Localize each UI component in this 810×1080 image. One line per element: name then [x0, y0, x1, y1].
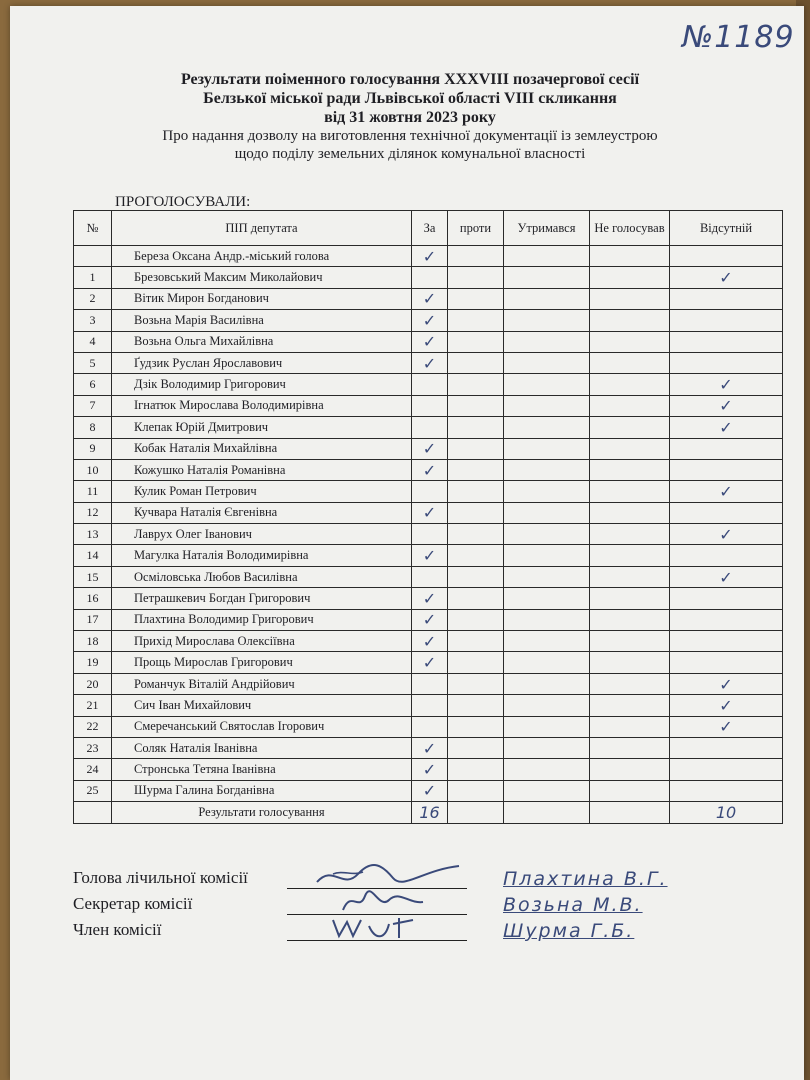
vote-cell-notvoted — [590, 631, 670, 652]
vote-cell-abstain — [504, 459, 590, 480]
row-number: 23 — [74, 737, 112, 758]
check-mark-icon: ✓ — [670, 267, 783, 288]
check-mark-icon: ✓ — [412, 631, 448, 652]
vote-cell-proty — [448, 417, 504, 438]
deputy-name: Шурма Галина Богданівна — [112, 780, 412, 801]
results-row — [74, 802, 783, 823]
row-number: 25 — [74, 780, 112, 801]
vote-cell-absent — [670, 459, 783, 480]
table-row — [74, 673, 783, 694]
check-mark-icon: ✓ — [412, 459, 448, 480]
deputy-name: Клепак Юрій Дмитрович — [112, 417, 412, 438]
column-header: № — [74, 211, 112, 246]
check-mark-icon: ✓ — [670, 524, 783, 545]
deputy-name: Петрашкевич Богдан Григорович — [112, 588, 412, 609]
vote-cell-notvoted — [590, 481, 670, 502]
table-row — [74, 566, 783, 587]
vote-cell-notvoted — [590, 459, 670, 480]
voting-table — [73, 210, 783, 824]
table-row — [74, 652, 783, 673]
vote-cell-proty — [448, 288, 504, 309]
vote-cell-abstain — [504, 673, 590, 694]
table-row — [74, 246, 783, 267]
table-header-row — [74, 211, 783, 246]
column-header: Не голосував — [590, 211, 670, 246]
deputy-name: Ґудзик Руслан Ярославович — [112, 352, 412, 373]
vote-cell-notvoted — [590, 545, 670, 566]
row-number: 9 — [74, 438, 112, 459]
row-number: 7 — [74, 395, 112, 416]
vote-cell-notvoted — [590, 417, 670, 438]
deputy-name: Ігнатюк Мирослава Володимирівна — [112, 395, 412, 416]
total-za: 16 — [412, 802, 448, 823]
vote-cell-absent — [670, 588, 783, 609]
total-absent: 10 — [670, 802, 783, 823]
vote-cell-notvoted — [590, 331, 670, 352]
check-mark-icon: ✓ — [412, 737, 448, 758]
vote-cell-absent — [670, 759, 783, 780]
vote-cell-za — [412, 695, 448, 716]
vote-cell-notvoted — [590, 246, 670, 267]
vote-cell-abstain — [504, 524, 590, 545]
document-header — [80, 70, 740, 163]
vote-cell-za — [412, 395, 448, 416]
check-mark-icon: ✓ — [412, 288, 448, 309]
subject-line-2: щодо поділу земельних ділянок комунальної власності — [234, 146, 586, 162]
row-number: 12 — [74, 502, 112, 523]
vote-cell-abstain — [504, 566, 590, 587]
row-number: 8 — [74, 417, 112, 438]
deputy-name: Сич Іван Михайлович — [112, 695, 412, 716]
deputy-name: Прощь Мирослав Григорович — [112, 652, 412, 673]
deputy-name: Брезовський Максим Миколайович — [112, 267, 412, 288]
vote-cell-proty — [448, 352, 504, 373]
row-number: 10 — [74, 459, 112, 480]
signature-block — [73, 868, 793, 946]
check-mark-icon: ✓ — [412, 246, 448, 267]
vote-cell-proty — [448, 716, 504, 737]
check-mark-icon: ✓ — [412, 502, 448, 523]
check-mark-icon: ✓ — [412, 759, 448, 780]
vote-cell-absent — [670, 737, 783, 758]
table-row — [74, 267, 783, 288]
vote-cell-abstain — [504, 631, 590, 652]
row-number: 21 — [74, 695, 112, 716]
vote-cell-abstain — [504, 438, 590, 459]
deputy-name: Прихід Мирослава Олексіївна — [112, 631, 412, 652]
vote-cell-proty — [448, 737, 504, 758]
row-number: 1 — [74, 267, 112, 288]
table-row — [74, 288, 783, 309]
vote-cell-za — [412, 267, 448, 288]
deputy-name: Вітик Мирон Богданович — [112, 288, 412, 309]
check-mark-icon: ✓ — [670, 673, 783, 694]
vote-cell-proty — [448, 759, 504, 780]
table-row — [74, 417, 783, 438]
check-mark-icon: ✓ — [412, 331, 448, 352]
vote-cell-absent — [670, 246, 783, 267]
vote-cell-absent — [670, 652, 783, 673]
vote-cell-proty — [448, 588, 504, 609]
deputy-name: Дзік Володимир Григорович — [112, 374, 412, 395]
vote-cell-abstain — [504, 588, 590, 609]
vote-cell-proty — [448, 481, 504, 502]
deputy-name: Романчук Віталій Андрійович — [112, 673, 412, 694]
check-mark-icon: ✓ — [412, 609, 448, 630]
vote-cell-notvoted — [590, 780, 670, 801]
check-mark-icon: ✓ — [670, 417, 783, 438]
row-number: 19 — [74, 652, 112, 673]
vote-cell-proty — [448, 609, 504, 630]
row-number: 6 — [74, 374, 112, 395]
vote-cell-proty — [448, 652, 504, 673]
signature-role: Секретар комісії — [73, 894, 193, 913]
vote-cell-proty — [448, 524, 504, 545]
vote-cell-absent — [670, 288, 783, 309]
vote-cell-absent — [670, 502, 783, 523]
vote-cell-absent — [670, 780, 783, 801]
column-header: За — [412, 211, 448, 246]
vote-cell-za — [412, 716, 448, 737]
vote-cell-proty — [448, 331, 504, 352]
check-mark-icon: ✓ — [412, 545, 448, 566]
vote-cell-abstain — [504, 759, 590, 780]
signature-role: Член комісії — [73, 920, 162, 939]
table-row — [74, 502, 783, 523]
vote-cell-abstain — [504, 609, 590, 630]
check-mark-icon: ✓ — [412, 780, 448, 801]
deputy-name: Кулик Роман Петрович — [112, 481, 412, 502]
table-row — [74, 524, 783, 545]
table-row — [74, 609, 783, 630]
vote-cell-proty — [448, 438, 504, 459]
vote-cell-abstain — [504, 502, 590, 523]
results-label: Результати голосування — [112, 802, 412, 823]
document-page — [10, 6, 804, 1080]
table-row — [74, 737, 783, 758]
table-row — [74, 481, 783, 502]
check-mark-icon: ✓ — [412, 652, 448, 673]
vote-cell-proty — [448, 246, 504, 267]
vote-cell-absent — [670, 310, 783, 331]
table-row — [74, 716, 783, 737]
vote-cell-absent — [670, 331, 783, 352]
vote-cell-abstain — [504, 716, 590, 737]
vote-cell-notvoted — [590, 759, 670, 780]
column-header: Утримався — [504, 211, 590, 246]
row-number: 20 — [74, 673, 112, 694]
total-not-voted — [590, 802, 670, 823]
voted-label: ПРОГОЛОСУВАЛИ: — [115, 194, 251, 210]
table-row — [74, 545, 783, 566]
check-mark-icon: ✓ — [670, 395, 783, 416]
title-line-1: Результати поіменного голосування XXXVIII позачергової сесії — [180, 71, 640, 88]
table-row — [74, 395, 783, 416]
signature-row-member — [73, 920, 793, 946]
row-number: 13 — [74, 524, 112, 545]
handwritten-document-number: №1189 — [682, 20, 795, 55]
vote-cell-proty — [448, 545, 504, 566]
check-mark-icon: ✓ — [670, 716, 783, 737]
vote-cell-proty — [448, 310, 504, 331]
vote-cell-proty — [448, 631, 504, 652]
vote-cell-notvoted — [590, 288, 670, 309]
signature-role: Голова лічильної комісії — [73, 868, 248, 887]
vote-cell-notvoted — [590, 716, 670, 737]
vote-cell-notvoted — [590, 395, 670, 416]
row-number: 16 — [74, 588, 112, 609]
vote-cell-notvoted — [590, 566, 670, 587]
table-row — [74, 780, 783, 801]
vote-cell-notvoted — [590, 695, 670, 716]
column-header: ПІП депутата — [112, 211, 412, 246]
table-row — [74, 459, 783, 480]
vote-cell-notvoted — [590, 438, 670, 459]
deputy-name: Береза Оксана Андр.-міський голова — [112, 246, 412, 267]
row-number: 2 — [74, 288, 112, 309]
vote-cell-absent — [670, 609, 783, 630]
table-row — [74, 374, 783, 395]
deputy-name: Кучвара Наталія Євгенівна — [112, 502, 412, 523]
vote-cell-proty — [448, 374, 504, 395]
vote-cell-abstain — [504, 780, 590, 801]
table-row — [74, 352, 783, 373]
vote-cell-absent — [670, 438, 783, 459]
total-proty — [448, 802, 504, 823]
vote-cell-notvoted — [590, 588, 670, 609]
row-number: 22 — [74, 716, 112, 737]
vote-cell-notvoted — [590, 352, 670, 373]
vote-cell-absent — [670, 352, 783, 373]
row-number: 15 — [74, 566, 112, 587]
vote-cell-abstain — [504, 331, 590, 352]
check-mark-icon: ✓ — [412, 588, 448, 609]
table-row — [74, 759, 783, 780]
check-mark-icon: ✓ — [670, 695, 783, 716]
vote-cell-proty — [448, 502, 504, 523]
vote-cell-za — [412, 524, 448, 545]
vote-cell-notvoted — [590, 310, 670, 331]
column-header: Відсутній — [670, 211, 783, 246]
check-mark-icon: ✓ — [670, 566, 783, 587]
check-mark-icon: ✓ — [412, 352, 448, 373]
vote-cell-proty — [448, 673, 504, 694]
vote-cell-absent — [670, 631, 783, 652]
column-header: проти — [448, 211, 504, 246]
vote-cell-notvoted — [590, 609, 670, 630]
check-mark-icon: ✓ — [670, 481, 783, 502]
vote-cell-notvoted — [590, 673, 670, 694]
vote-cell-abstain — [504, 545, 590, 566]
row-number — [74, 246, 112, 267]
table-row — [74, 588, 783, 609]
vote-cell-notvoted — [590, 737, 670, 758]
vote-cell-za — [412, 417, 448, 438]
deputy-name: Возьна Ольга Михайлівна — [112, 331, 412, 352]
vote-cell-abstain — [504, 395, 590, 416]
vote-cell-abstain — [504, 310, 590, 331]
vote-cell-notvoted — [590, 652, 670, 673]
deputy-name: Соляк Наталія Іванівна — [112, 737, 412, 758]
vote-cell-za — [412, 673, 448, 694]
vote-cell-proty — [448, 395, 504, 416]
table-row — [74, 310, 783, 331]
signatory-name: Возьна М.В. — [503, 894, 643, 916]
vote-cell-notvoted — [590, 267, 670, 288]
vote-cell-za — [412, 566, 448, 587]
table-row — [74, 438, 783, 459]
vote-cell-proty — [448, 459, 504, 480]
vote-cell-abstain — [504, 481, 590, 502]
title-line-2: Белзької міської ради Львівської області VIII скликання — [203, 90, 617, 107]
vote-cell-proty — [448, 566, 504, 587]
table-row — [74, 331, 783, 352]
deputy-name: Лаврух Олег Іванович — [112, 524, 412, 545]
vote-cell-notvoted — [590, 524, 670, 545]
check-mark-icon: ✓ — [412, 310, 448, 331]
table-row — [74, 695, 783, 716]
row-number: 14 — [74, 545, 112, 566]
vote-cell-absent — [670, 545, 783, 566]
deputy-name: Смеречанський Святослав Ігорович — [112, 716, 412, 737]
vote-cell-abstain — [504, 288, 590, 309]
deputy-name: Стронська Тетяна Іванівна — [112, 759, 412, 780]
deputy-name: Магулка Наталія Володимирівна — [112, 545, 412, 566]
vote-cell-proty — [448, 695, 504, 716]
row-number: 3 — [74, 310, 112, 331]
vote-cell-abstain — [504, 737, 590, 758]
deputy-name: Возьна Марія Василівна — [112, 310, 412, 331]
row-number: 24 — [74, 759, 112, 780]
check-mark-icon: ✓ — [670, 374, 783, 395]
total-abstain — [504, 802, 590, 823]
vote-cell-proty — [448, 780, 504, 801]
vote-cell-notvoted — [590, 502, 670, 523]
vote-cell-abstain — [504, 695, 590, 716]
vote-cell-abstain — [504, 374, 590, 395]
vote-cell-za — [412, 481, 448, 502]
subject-line-1: Про надання дозволу на виготовлення технічної документації із землеустрою — [162, 128, 658, 144]
row-number: 11 — [74, 481, 112, 502]
row-number: 4 — [74, 331, 112, 352]
vote-cell-abstain — [504, 267, 590, 288]
vote-cell-notvoted — [590, 374, 670, 395]
vote-cell-proty — [448, 267, 504, 288]
vote-cell-abstain — [504, 246, 590, 267]
vote-cell-abstain — [504, 652, 590, 673]
check-mark-icon: ✓ — [412, 438, 448, 459]
row-number: 5 — [74, 352, 112, 373]
row-number: 18 — [74, 631, 112, 652]
vote-cell-abstain — [504, 352, 590, 373]
title-line-3: від 31 жовтня 2023 року — [324, 109, 496, 126]
vote-cell-za — [412, 374, 448, 395]
deputy-name: Осміловська Любов Василівна — [112, 566, 412, 587]
vote-cell-abstain — [504, 417, 590, 438]
deputy-name: Кожушко Наталія Романівна — [112, 459, 412, 480]
row-number: 17 — [74, 609, 112, 630]
signatory-name: Шурма Г.Б. — [503, 920, 635, 942]
deputy-name: Кобак Наталія Михайлівна — [112, 438, 412, 459]
table-row — [74, 631, 783, 652]
handwritten-signature-member — [313, 912, 463, 942]
signatory-name: Плахтина В.Г. — [503, 868, 668, 890]
results-empty-cell — [74, 802, 112, 823]
deputy-name: Плахтина Володимир Григорович — [112, 609, 412, 630]
